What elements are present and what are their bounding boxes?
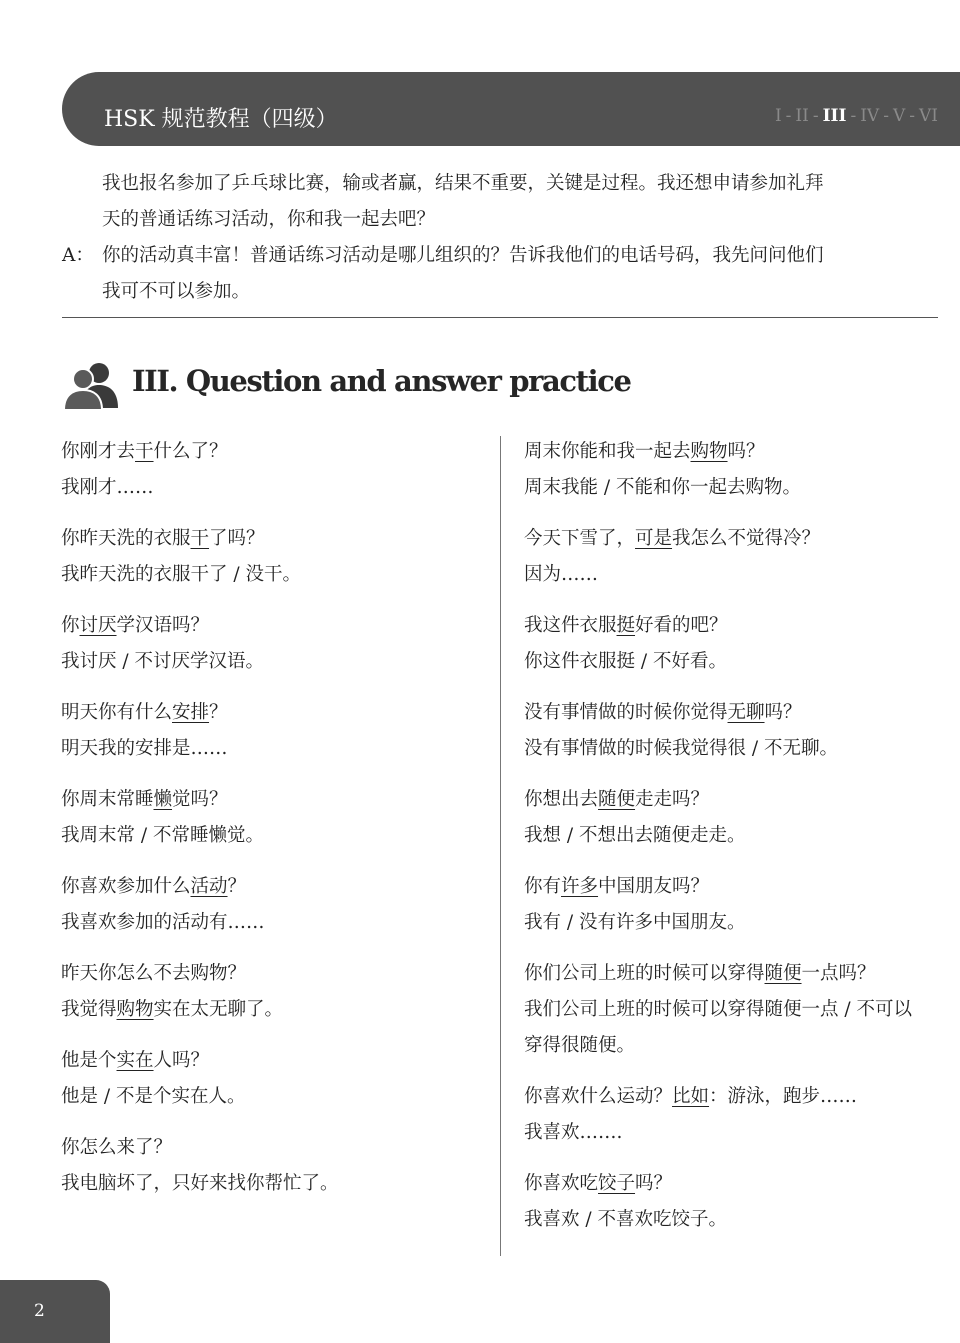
answer: 我喜欢 / 不喜欢吃饺子。 xyxy=(524,1209,727,1230)
question xyxy=(61,608,481,644)
answer: 我喜欢参加的活动有…… xyxy=(61,912,265,933)
level-nav-item-5: V xyxy=(892,106,906,126)
question xyxy=(61,521,481,557)
question-text: 一点吗？ xyxy=(801,963,876,984)
keyword-underlined: 干 xyxy=(190,528,210,549)
question-text: 你刚才去 xyxy=(61,441,136,462)
qa-pair xyxy=(61,521,481,593)
qa-pair xyxy=(524,434,924,506)
question xyxy=(61,434,481,470)
question-text: 明天你有什么 xyxy=(61,702,173,723)
answer: 我昨天洗的衣服干了 / 没干。 xyxy=(61,564,301,585)
question-text: ？ xyxy=(227,876,247,897)
answer-text: 我觉得 xyxy=(61,999,117,1020)
answer: 没有事情做的时候我觉得很 / 不无聊。 xyxy=(524,738,838,759)
qa-pair xyxy=(61,695,481,767)
keyword-underlined: 讨厌 xyxy=(79,615,117,636)
answer: 因为…… xyxy=(524,564,599,585)
qa-pair xyxy=(61,1043,481,1115)
qa-pair xyxy=(524,521,924,593)
answer: 我讨厌 / 不讨厌学汉语。 xyxy=(61,651,264,672)
question xyxy=(524,782,924,818)
answer: 我喜欢……. xyxy=(524,1122,623,1143)
question xyxy=(61,695,481,731)
question-text: 中国朋友吗？ xyxy=(598,876,710,897)
level-nav-item-6: VI xyxy=(919,106,938,126)
page-number: 2 xyxy=(34,1301,45,1321)
question xyxy=(61,1043,481,1079)
keyword-underlined: 购物 xyxy=(116,999,154,1020)
question xyxy=(524,521,924,557)
level-nav: I - II - III - IV - V - VI xyxy=(774,106,938,126)
qa-pair xyxy=(61,869,481,941)
question-text: 昨天你怎么不去购物？ xyxy=(61,963,247,984)
qa-pair xyxy=(61,956,481,1028)
keyword-underlined: 比如 xyxy=(672,1086,710,1107)
qa-pair xyxy=(524,869,924,941)
keyword-underlined: 购物 xyxy=(690,441,728,462)
question xyxy=(524,956,924,992)
question-text: 走走吗？ xyxy=(635,789,710,810)
dialogue-text xyxy=(62,166,942,310)
question-text: 我这件衣服 xyxy=(524,615,617,636)
keyword-underlined: 实在 xyxy=(116,1050,154,1071)
keyword-underlined: 可是 xyxy=(635,528,673,549)
qa-pair xyxy=(524,1166,924,1238)
answer: 你这件衣服挺 / 不好看。 xyxy=(524,651,727,672)
question-text: 你们公司上班的时候可以穿得 xyxy=(524,963,765,984)
qa-pair xyxy=(524,782,924,854)
keyword-underlined: 懒 xyxy=(153,789,173,810)
question-text: 你想出去 xyxy=(524,789,599,810)
question-text: 周末你能和我一起去 xyxy=(524,441,691,462)
question-text: 吗？ xyxy=(635,1173,673,1194)
qa-pair xyxy=(524,1079,924,1151)
question-text: 觉吗？ xyxy=(172,789,228,810)
answer: 我有 / 没有许多中国朋友。 xyxy=(524,912,746,933)
question xyxy=(524,1079,924,1115)
dialogue-line: 我也报名参加了乒乓球比赛，输或者赢，结果不重要，关键是过程。我还想申请参加礼拜 xyxy=(102,173,824,194)
keyword-underlined: 挺 xyxy=(616,615,636,636)
answer: 周末我能 / 不能和你一起去购物。 xyxy=(524,477,801,498)
keyword-underlined: 活动 xyxy=(190,876,228,897)
keyword-underlined: 许多 xyxy=(561,876,599,897)
two-people-icon xyxy=(62,360,120,410)
level-nav-item-3: III xyxy=(822,106,847,126)
level-nav-item-4: IV xyxy=(860,106,880,126)
keyword-underlined: 随便 xyxy=(764,963,802,984)
question-text: 学汉语吗？ xyxy=(116,615,210,636)
dialogue-line-a xyxy=(62,238,942,274)
qa-pair xyxy=(61,434,481,506)
keyword-underlined: 无聊 xyxy=(727,702,765,723)
page-number-tab xyxy=(0,1280,110,1343)
book-title: HSK 规范教程（四级） xyxy=(104,107,338,132)
question-text: 吗？ xyxy=(764,702,802,723)
keyword-underlined: 随便 xyxy=(598,789,636,810)
question-text: 他是个 xyxy=(61,1050,117,1071)
keyword-underlined: 干 xyxy=(135,441,154,462)
dialogue-line: 我可不可以参加。 xyxy=(102,281,251,302)
question xyxy=(524,1166,924,1202)
qa-pair xyxy=(61,782,481,854)
question-text: 你昨天洗的衣服 xyxy=(61,528,191,549)
level-nav-item-1: I xyxy=(774,106,782,126)
question xyxy=(61,956,481,992)
keyword-underlined: 饺子 xyxy=(598,1173,636,1194)
question-text: 没有事情做的时候你觉得 xyxy=(524,702,728,723)
qa-pair xyxy=(524,695,924,767)
question xyxy=(524,695,924,731)
question-text: 你 xyxy=(61,615,80,636)
qa-pair xyxy=(61,608,481,680)
answer: 我们公司上班的时候可以穿得随便一点 / 不可以穿得很随便。 xyxy=(524,999,912,1056)
question-text: 我怎么不觉得冷？ xyxy=(672,528,821,549)
question-text: 什么了？ xyxy=(153,441,228,462)
answer: 我想 / 不想出去随便走走。 xyxy=(524,825,746,846)
question-text: 了吗？ xyxy=(209,528,265,549)
question-text: 好看的吧？ xyxy=(635,615,728,636)
speaker-label: A： xyxy=(62,245,94,266)
question xyxy=(524,608,924,644)
question-text: 吗？ xyxy=(727,441,765,462)
qa-column-right xyxy=(524,434,924,1253)
column-divider xyxy=(500,436,501,1256)
question-text: 你有 xyxy=(524,876,562,897)
section-title: III. Question and answer practice xyxy=(132,364,631,398)
answer: 我刚才…… xyxy=(61,477,154,498)
question-text: 你喜欢什么运动？ xyxy=(524,1086,673,1107)
qa-pair xyxy=(524,956,924,1064)
qa-pair xyxy=(524,608,924,680)
dialogue-line-text: 你的活动真丰富！普通话练习活动是哪儿组织的？告诉我他们的电话号码，我先问问他们 xyxy=(102,245,824,266)
qa-column-left xyxy=(61,434,481,1217)
answer: 明天我的安排是…… xyxy=(61,738,228,759)
question xyxy=(61,1130,481,1166)
question-text: 人吗？ xyxy=(153,1050,210,1071)
question-text: 你喜欢吃 xyxy=(524,1173,599,1194)
keyword-underlined: 安排 xyxy=(172,702,210,723)
question-text: 你周末常睡 xyxy=(61,789,154,810)
answer: 他是 / 不是个实在人。 xyxy=(61,1086,246,1107)
question-text: 今天下雪了， xyxy=(524,528,636,549)
question-text: 你喜欢参加什么 xyxy=(61,876,191,897)
question-text: 你怎么来了？ xyxy=(61,1137,173,1158)
question-text: ？ xyxy=(209,702,228,723)
question xyxy=(61,782,481,818)
horizontal-rule xyxy=(62,317,938,318)
answer: 我周末常 / 不常睡懒觉。 xyxy=(61,825,264,846)
answer-text: 实在太无聊了。 xyxy=(153,999,284,1020)
page-header xyxy=(62,72,960,146)
question xyxy=(61,869,481,905)
qa-pair xyxy=(61,1130,481,1202)
question-text: ：游泳，跑步…… xyxy=(709,1086,858,1107)
answer xyxy=(61,992,481,1028)
question xyxy=(524,434,924,470)
level-nav-item-2: II xyxy=(795,106,809,126)
answer: 我电脑坏了，只好来找你帮忙了。 xyxy=(61,1173,339,1194)
question xyxy=(524,869,924,905)
dialogue-line: 天的普通话练习活动，你和我一起去吧？ xyxy=(102,209,436,230)
